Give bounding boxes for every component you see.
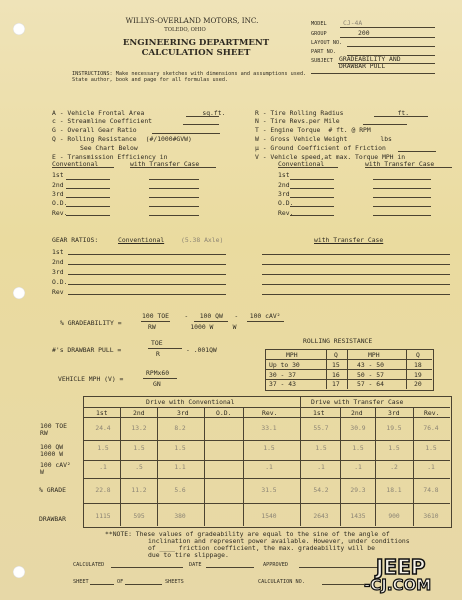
note-line-4: due to tire slippage. xyxy=(148,551,229,559)
drive-cell: 55.7 xyxy=(313,425,329,432)
layout-label: LAYOUT NO. xyxy=(311,40,343,46)
note-line-3: of ____ friction coefficient, the max. gradeability will be xyxy=(148,544,376,552)
gear-row-label-5: Rev xyxy=(52,288,64,296)
drive-cell: 1.5 xyxy=(174,445,186,452)
rolling-cell: 37 - 43 xyxy=(269,380,296,388)
parameter-r: R - Tire Rolling Radius ft. xyxy=(255,109,410,117)
note-line-2: inclination and represent power available. However, under conditions xyxy=(148,537,410,545)
right-transfer-heading: with Transfer Case xyxy=(365,160,435,168)
right-eff-row-4: O.D. xyxy=(278,199,294,207)
gear-row-label-3: 3rd xyxy=(52,268,64,276)
left-conventional-heading: Conventional xyxy=(52,160,99,168)
punch-hole xyxy=(13,566,25,578)
group-value: 200 xyxy=(358,29,370,37)
right-conventional-heading: Conventional xyxy=(278,160,325,168)
right-eff-row-2: 2nd xyxy=(278,181,290,189)
rolling-cell: 57 - 64 xyxy=(357,380,384,388)
note-line-1: **NOTE: These values of gradeability are equal to the sine of the angle of xyxy=(105,530,390,538)
drive-cell: .2 xyxy=(390,464,398,471)
drive-cell: .1 xyxy=(317,464,325,471)
drive-cell: 5.6 xyxy=(174,487,186,494)
drive-cell: 19.5 xyxy=(386,425,402,432)
rolling-cell: 19 xyxy=(414,371,422,379)
drive-cell: .1 xyxy=(427,464,435,471)
drive-cell: 1.5 xyxy=(352,445,364,452)
drive-group-conventional: Drive with Conventional xyxy=(146,398,235,406)
drive-cell: 11.2 xyxy=(131,487,147,494)
drive-col-2: 2nd xyxy=(133,409,145,417)
drive-cell: 3610 xyxy=(423,513,439,520)
drive-cell: 1.5 xyxy=(425,445,437,452)
sheet-title: CALCULATION SHEET xyxy=(141,48,251,58)
drive-cell: 8.2 xyxy=(174,425,186,432)
rolling-header-q-2: Q xyxy=(416,351,420,359)
parameter-q: Q - Rolling Resistance (#/1000#GVW) xyxy=(52,135,192,143)
drive-cell: .1 xyxy=(265,464,273,471)
rolling-cell: 50 - 57 xyxy=(357,371,384,379)
drive-group-transfer: Drive with Transfer Case xyxy=(311,398,404,406)
drive-cell: 30.9 xyxy=(350,425,366,432)
gear-conventional-heading: Conventional xyxy=(118,236,165,244)
drive-cell: 1.1 xyxy=(174,464,186,471)
drive-cell: .5 xyxy=(135,464,143,471)
left-eff-row-1: 1st xyxy=(52,171,64,179)
gear-transfer-heading: with Transfer Case xyxy=(314,236,384,244)
parameter-a: A - Vehicle Frontal Area sq.ft. xyxy=(52,109,226,117)
parameter-g: G - Overall Gear Ratio xyxy=(52,126,137,134)
drawbar-formula-top: TOE xyxy=(151,339,163,347)
vehicle-mph-top: RPMx60 xyxy=(146,369,170,377)
rolling-cell: 43 - 50 xyxy=(357,361,384,369)
drive-col-5: Rev. xyxy=(262,409,278,417)
chart-reference: See Chart Below xyxy=(80,144,138,152)
drive-cell: .1 xyxy=(99,464,107,471)
subject-value: GRADEABILITY AND DRAWBAR PULL xyxy=(339,55,401,70)
company-location: TOLEDO, OHIO xyxy=(164,27,206,33)
drive-cell: 2643 xyxy=(313,513,329,520)
drawbar-formula-bottom: R xyxy=(156,350,160,358)
parameter-t: T - Engine Torque # ft. @ RPM xyxy=(255,126,371,134)
group-label: GROUP xyxy=(311,31,327,37)
drive-row-label-3: 100 cAV² W xyxy=(40,461,71,476)
rolling-cell: 30 - 37 xyxy=(269,371,296,379)
parameter-n: N - Tire Revs.per Mile xyxy=(255,117,340,125)
date-label: DATE xyxy=(189,562,202,568)
drive-col-8: 3rd xyxy=(388,409,400,417)
drive-col-1: 1st xyxy=(96,409,108,417)
instructions-text: INSTRUCTIONS: Make necessary sketches with dimensions and assumptions used. State author, book and page for all formulas used. xyxy=(72,71,307,83)
drive-cell: 31.5 xyxy=(261,487,277,494)
approved-label: APPROVED xyxy=(263,562,288,568)
rolling-header-q-1: Q xyxy=(334,351,338,359)
drive-cell: 22.8 xyxy=(95,487,111,494)
right-eff-row-1: 1st xyxy=(278,171,290,179)
drive-cell: 1540 xyxy=(261,513,277,520)
drive-cell: 380 xyxy=(174,513,186,520)
right-eff-row-3: 3rd xyxy=(278,190,290,198)
rolling-cell: 15 xyxy=(332,361,340,369)
left-transfer-heading: with Transfer Case xyxy=(130,160,200,168)
drawbar-formula-label: #'s DRAWBAR PULL = xyxy=(52,346,122,354)
drive-cell: 54.2 xyxy=(313,487,329,494)
left-eff-row-3: 3rd xyxy=(52,190,64,198)
gear-row-label-4: O.D. xyxy=(52,278,68,286)
punch-hole xyxy=(13,23,25,35)
gear-axle-note: (5.38 Axle) xyxy=(181,236,224,244)
rolling-header-mph-1: MPH xyxy=(286,351,298,359)
model-value: CJ-4A xyxy=(343,19,363,27)
drive-cell: 1.5 xyxy=(315,445,327,452)
parameter-mu: μ - Ground Coefficient of Friction xyxy=(255,144,386,152)
drive-col-7: 2nd xyxy=(351,409,363,417)
drive-cell: 33.1 xyxy=(261,425,277,432)
drive-row-label-5: DRAWBAR xyxy=(39,515,66,523)
rolling-header-mph-2: MPH xyxy=(368,351,380,359)
rolling-cell: 18 xyxy=(414,361,422,369)
gear-row-label-1: 1st xyxy=(52,248,64,256)
drive-cell: 1.5 xyxy=(97,445,109,452)
rolling-cell: 20 xyxy=(414,380,422,388)
rolling-resistance-title: ROLLING RESISTANCE xyxy=(303,337,373,345)
efficiency-title: E - Transmission Efficiency in xyxy=(52,153,168,161)
svg-text:JEEP: JEEP xyxy=(376,556,426,579)
drive-cell: 29.3 xyxy=(350,487,366,494)
drive-row-label-2: 100 QW 1000 W xyxy=(40,443,64,458)
sheets-label: SHEETS xyxy=(165,579,184,585)
punch-hole xyxy=(13,287,25,299)
gear-ratios-title: GEAR RATIOS: xyxy=(52,236,99,244)
calculated-label: CALCULATED xyxy=(73,562,105,568)
of-label: OF xyxy=(117,579,124,585)
parameter-w: W - Gross Vehicle Weight lbs xyxy=(255,135,392,143)
sheet-label: SHEET xyxy=(73,579,89,585)
drive-cell: 900 xyxy=(388,513,400,520)
drive-cell: 13.2 xyxy=(131,425,147,432)
company-name: WILLYS-OVERLAND MOTORS, INC. xyxy=(125,16,259,25)
drive-cell: .1 xyxy=(354,464,362,471)
drive-cell: 76.4 xyxy=(423,425,439,432)
drive-col-9: Rev. xyxy=(424,409,440,417)
drive-cell: 1115 xyxy=(95,513,111,520)
drive-col-4: O.D. xyxy=(216,409,232,417)
gear-row-label-2: 2nd xyxy=(52,258,64,266)
model-label: MODEL xyxy=(311,21,327,27)
drive-cell: 595 xyxy=(133,513,145,520)
left-eff-row-4: O.D. xyxy=(52,199,68,207)
drive-cell: 1.5 xyxy=(388,445,400,452)
jeep-cj-watermark xyxy=(356,556,454,594)
left-eff-row-5: Rev. xyxy=(52,209,68,217)
drive-cell: 24.4 xyxy=(95,425,111,432)
rolling-cell: 16 xyxy=(332,371,340,379)
drive-cell: 18.1 xyxy=(386,487,402,494)
subject-label: SUBJECT xyxy=(311,58,333,64)
calculation-number-label: CALCULATION NO. xyxy=(258,579,305,585)
drive-cell: 74.8 xyxy=(423,487,439,494)
rolling-cell: 17 xyxy=(332,380,340,388)
drive-cell: 1.5 xyxy=(263,445,275,452)
formula-fragment: 100 TOE - 100 QW - 100 cAV² xyxy=(142,312,281,320)
svg-text:-CJ.COM: -CJ.COM xyxy=(364,576,432,594)
vehicle-mph-formula-label: VEHICLE MPH (V) = xyxy=(58,375,124,383)
drive-cell: 1435 xyxy=(350,513,366,520)
vehicle-mph-bottom: GN xyxy=(153,380,161,388)
drive-row-label-1: 100 TOE RW xyxy=(40,422,67,437)
department-title: ENGINEERING DEPARTMENT xyxy=(122,38,270,48)
drive-col-6: 1st xyxy=(313,409,325,417)
parameter-c: c - Streamline Coefficient xyxy=(52,117,153,125)
drive-cell: 1.5 xyxy=(133,445,145,452)
drive-col-3: 3rd xyxy=(177,409,189,417)
gradeability-formula-label: % GRADEABILITY = xyxy=(60,319,122,327)
right-eff-row-5: Rev. xyxy=(278,209,294,217)
formula-denominator: RW 1000 W W xyxy=(148,323,237,331)
left-eff-row-2: 2nd xyxy=(52,181,64,189)
rolling-cell: Up to 30 xyxy=(269,361,300,369)
parameter-v: V - Vehicle speed,at max. Torque MPH in xyxy=(255,153,406,161)
drawbar-formula-tail: - .001QW xyxy=(186,346,217,354)
drive-row-label-4: % GRADE xyxy=(39,486,66,494)
part-label: PART NO. xyxy=(311,49,336,55)
